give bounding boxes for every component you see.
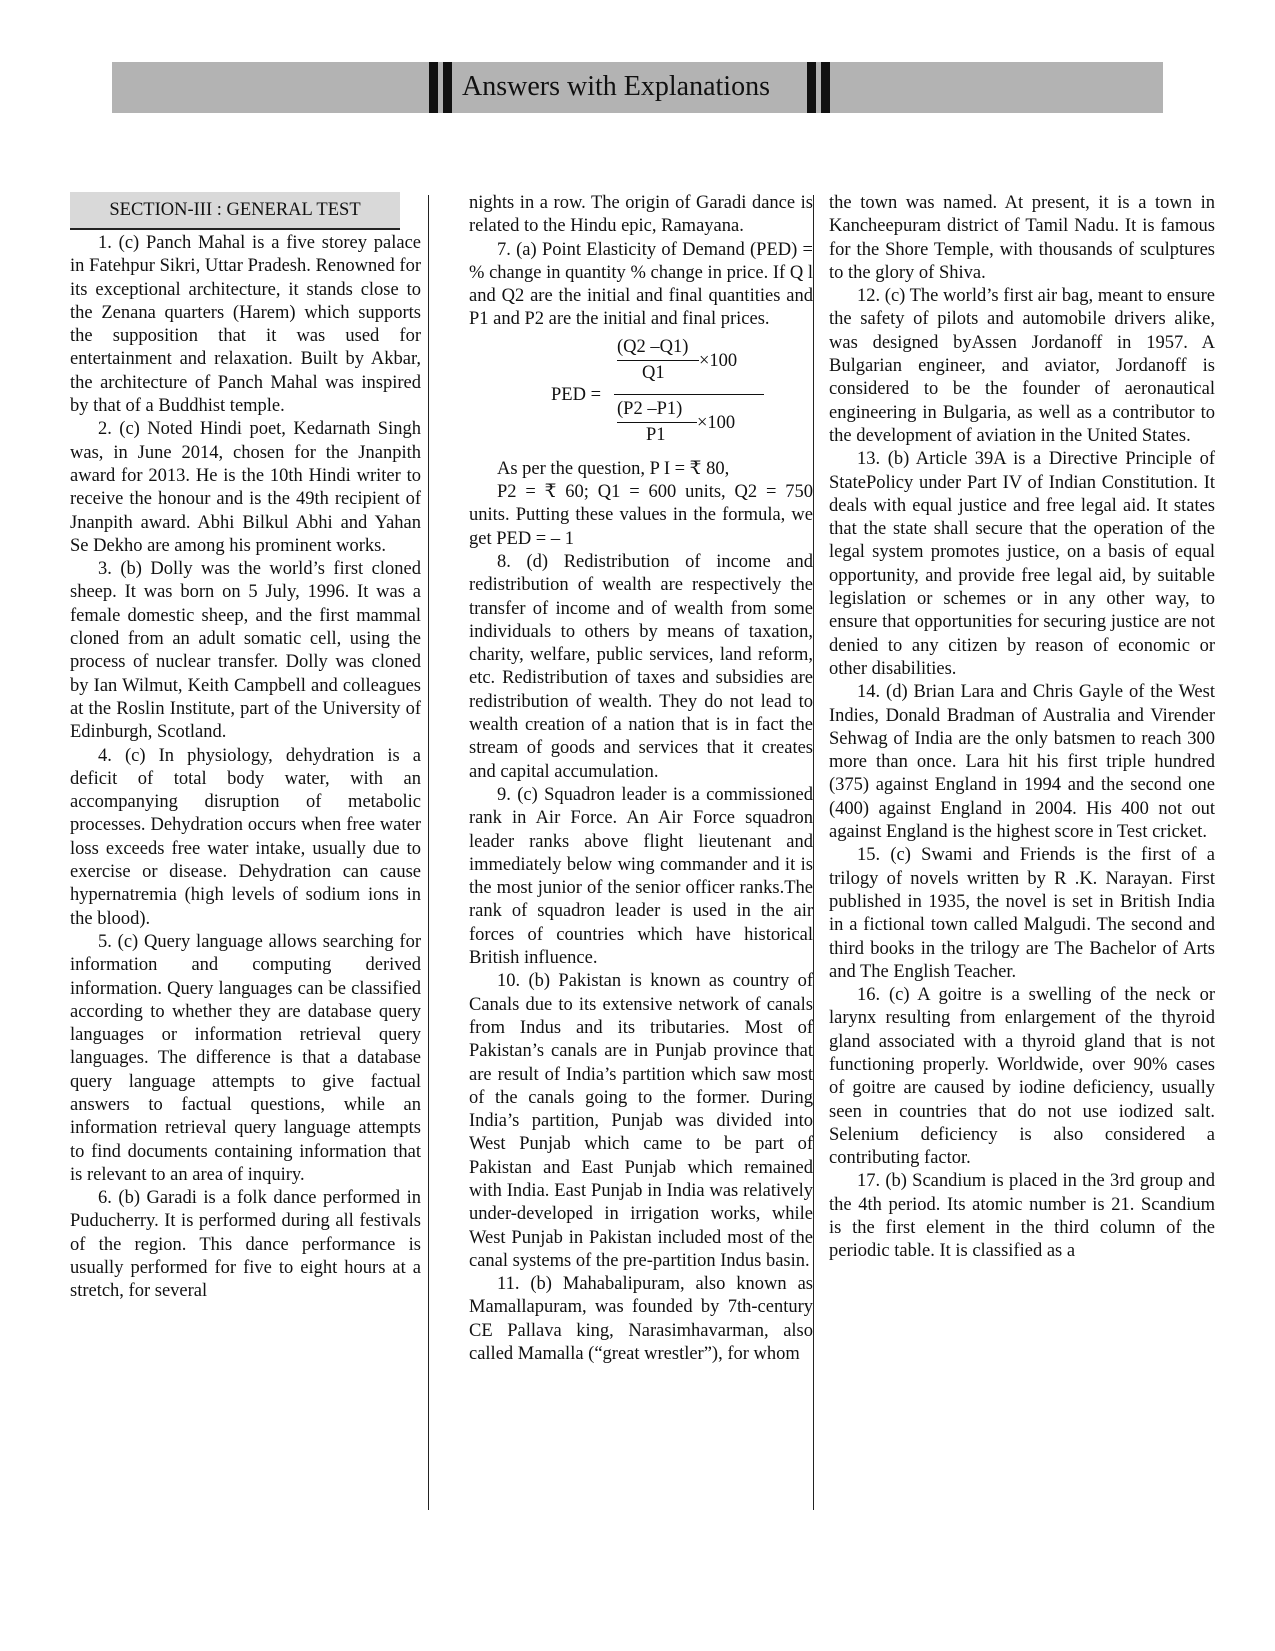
formula-times-2: ×100 [697, 412, 736, 433]
answer-7: 7. (a) Point Elasticity of Demand (PED) = % change in quantity % change in price. If Q l and Q2 are the initial and final quantities and P1 and P2 are the initial and final prices. [469, 239, 813, 330]
answer-6: 6. (b) Garadi is a folk dance performed in Puducherry. It is performed during all festivals of the region. This dance performance is usually performed for five to eight hours at a stretch, for several [70, 1188, 421, 1302]
answer-12: 12. (c) The world’s first air bag, meant to ensure the safety of pilots and automobile drivers alike, was designed byAssen Jordanoff in 1957. A Bulgarian engineer, and aviator, Jordanoff is considered to be the founder of aeronautical engineering in Bulgaria, as well as a contributor to the development of aviation in the United States. [829, 286, 1215, 446]
formula-numerator-line [617, 360, 699, 361]
answer-15: 15. (c) Swami and Friends is the first of a trilogy of novels written by R .K. Narayan. First published in 1935, the novel is set in British India in a fictional town called Malgudi. The second and third books in the trilogy are The Bachelor of Arts and The English Teacher. [829, 845, 1215, 982]
answer-2: 2. (c) Noted Hindi poet, Kedarnath Singh was, in June 2014, chosen for the Jnanpith award for 2013. He is the 10th Hindi writer to receive the honour and is the 49th recipient of Jnanpith award. Abhi Bilkul Abhi and Yahan Se Dekho are among his prominent works. [70, 419, 421, 556]
answer-17: 17. (b) Scandium is placed in the 3rd group and the 4th period. Its atomic number is 21. Scandium is the first element in the third column of the periodic table. It is classified as a [829, 1171, 1215, 1262]
answer-1: 1. (c) Panch Mahal is a five storey palace in Fatehpur Sikri, Uttar Pradesh. Renowned for its exceptional architecture, it stands close to the Zenana quarters (Harem) which supports the supposition that it was used for entertainment and relaxation. Built by Akbar, the architecture of Panch Mahal was inspired by that of a Buddhist temple. [70, 233, 421, 417]
formula-denominator-top: (P2 –P1) [617, 398, 683, 419]
answer-10: 10. (b) Pakistan is known as country of Canals due to its extensive network of canals from Indus and its tributaries. Most of Pakistan’s canals are in Punjab province that are result of India’s partition which saw most of the canals going to the former. During India’s partition, Punjab was divided into West Punjab which came to be part of Pakistan and East Punjab which remained with India. East Punjab in India was relatively under-developed in irrigation works, while West Punjab in Pakistan included most of the canal systems of the pre-partition Indus basin. [469, 971, 813, 1271]
column-3 [829, 192, 1215, 1264]
answer-13: 13. (b) Article 39A is a Directive Principle of StatePolicy under Part IV of Indian Constitution. It deals with equal justice and free legal aid. It states that the state shall secure that the operation of the legal system promotes justice, on a basis of equal opportunity, and provide free legal aid, by suitable legislation or schemes or in any other way, to ensure that opportunities for securing justice are not denied to any citizen by reason of economic or other disabilities. [829, 449, 1215, 679]
answer-14: 14. (d) Brian Lara and Chris Gayle of the West Indies, Donald Bradman of Australia and Virender Sehwag of India are the only batsmen to reach 300 more than once. Lara hit his first triple hundred (375) against England in 1994 and the second one (400) against England in 2004. His 400 not out against England is the highest score in Test cricket. [829, 682, 1215, 843]
header-bar-right-2 [821, 62, 830, 113]
page-title: Answers with Explanations [462, 71, 770, 102]
answer-4: 4. (c) In physiology, dehydration is a deficit of total body water, with an accompanying disruption of metabolic processes. Dehydration occurs when free water loss exceeds free water intake, usually due to exercise or disease. Dehydration can cause hypernatremia (high levels of sodium ions in the blood). [70, 745, 421, 929]
formula-lhs: PED = [551, 384, 602, 405]
answer-16: 16. (c) A goitre is a swelling of the neck or larynx resulting from enlargement of the thyroid gland associated with a thyroid gland that is not functioning properly. Worldwide, over 90% cases of goitre are caused by iodine deficiency, usually seen in countries that do not use iodized salt. Selenium deficiency is also considered a contributing factor. [829, 985, 1215, 1169]
formula-numerator-top: (Q2 –Q1) [617, 336, 689, 357]
header-bar-left-1 [429, 62, 438, 113]
answer-11-continued: the town was named. At present, it is a town in Kancheepuram district of Tamil Nadu. It is famous for the Shore Temple, with thousands of sculptures to the glory of Shiva. [829, 193, 1215, 283]
header-banner [112, 62, 1163, 113]
formula-times-1: ×100 [699, 350, 738, 371]
column-1 [70, 192, 421, 1304]
answer-8: 8. (d) Redistribution of income and redistribution of wealth are respectively the transfer of income and of wealth from some individuals to others by means of taxation, charity, welfare, public services, land reform, etc. Redistribution of taxes and subsidies are redistribution of wealth. They do not lead to wealth creation of a nation that is in fact the stream of goods and services that it creates and capital accumulation. [469, 551, 813, 782]
column-divider-2 [813, 195, 814, 1510]
column-2 [469, 192, 813, 1366]
answer-5: 5. (c) Query language allows searching for information and computing derived information. Query languages can be classified according to whether they are database query languages or information retrieval query languages. The difference is that a database query language attempts to give factual answers to factual questions, while an information retrieval query language attempts to find documents containing information that is relevant to an area of inquiry. [70, 931, 421, 1185]
formula-numerator-bottom: Q1 [642, 362, 665, 383]
header-bar-left-2 [443, 62, 452, 113]
formula-main-line [614, 394, 764, 395]
column-divider-1 [428, 195, 429, 1510]
answer-7-values-b: P2 = ₹ 60; Q1 = 600 units, Q2 = 750 units. Putting these values in the formula, we get PED = – 1 [469, 482, 813, 549]
answer-3: 3. (b) Dolly was the world’s first cloned sheep. It was born on 5 July, 1996. It was a female domestic sheep, and the first mammal cloned from an adult somatic cell, using the process of nuclear transfer. Dolly was cloned by Ian Wilmut, Keith Campbell and colleagues at the Roslin Institute, part of the University of Edinburgh, Scotland. [70, 559, 421, 743]
answer-11: 11. (b) Mahabalipuram, also known as Mamallapuram, was founded by 7th-century CE Pallava king, Narasimhavarman, also called Mamalla (“great wrestler”), for whom [469, 1274, 813, 1365]
formula-denominator-bottom: P1 [646, 424, 666, 445]
section-heading: SECTION-III : GENERAL TEST [70, 192, 400, 230]
answer-7-values-a: As per the question, P I = ₹ 80, [497, 458, 730, 479]
answer-6-continued: nights in a row. The origin of Garadi dance is related to the Hindu epic, Ramayana. [469, 193, 813, 237]
answer-9: 9. (c) Squadron leader is a commissioned rank in Air Force. An Air Force squadron leader ranks above flight lieutenant and immediately below wing commander and it is the most junior of the senior officer ranks.The rank of squadron leader is used in the air forces of countries which have historical British influence. [469, 784, 813, 969]
ped-formula [469, 336, 813, 456]
header-bar-right-1 [807, 62, 816, 113]
formula-denominator-line [617, 422, 697, 423]
